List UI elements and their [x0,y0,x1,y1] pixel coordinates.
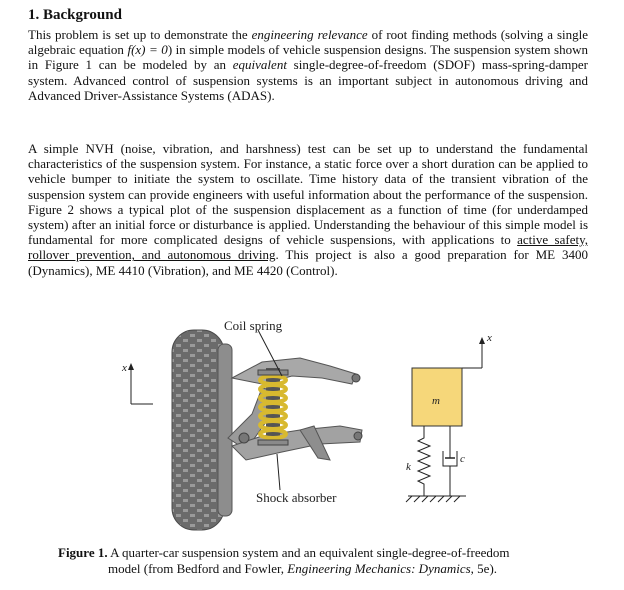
paragraph-nvh [28,141,588,278]
suspension-figure-svg [0,318,624,538]
x-label-left: x [122,362,127,374]
sdof-model [406,332,492,502]
p1-math-fx: f(x) = 0 [127,42,168,58]
p1-text-a: This problem is set up to demonstrate the [28,27,252,42]
p2-text-a: A simple NVH (noise, vibration, and harshness) test can be set up to understand the fundamental characteristics of the suspension system. For instance, a static force over a short duration can be applied to vehicle bumper to initiate the system to oscillate. Time history data of the transient vibration of the suspension system can provide engineers with useful information about the performance of the suspension. Figure 2 shows a typical plot of the suspension displacement as a function of time (for underdamped system) after an initial force or disturbance is applied. Understanding the behaviour of this simple model is fundamental for more complicated designs of vehicle suspensions, with applications to [28,141,588,248]
caption-book-title: Engineering Mechanics: Dynamics [287,560,471,576]
tire-illustration [172,330,232,530]
caption-line2b: , 5e). [470,560,498,576]
section-heading: 1. Background [28,7,122,23]
caption-label: Figure 1. [58,545,108,560]
x-label-right: x [487,332,492,344]
left-displacement-arrow [121,362,153,404]
coil-spring-label: Coil spring [224,318,283,333]
figure-caption [58,545,578,576]
spring-label: k [406,461,411,473]
p1-emphasis-engineering-relevance: engineering relevance [251,27,368,42]
coil-spring-illustration [258,368,288,445]
mass-label: m [432,395,440,407]
suspension-arms-illustration [228,358,362,460]
paragraph-background [28,27,588,103]
p2-text-b: . This project is also a good preparation for ME 3400 (Dynamics), ME 4410 (Vibration), and ME 4420 (Control). [28,247,589,278]
p1-emphasis-equivalent: equivalent [232,57,287,73]
damper-label: c [460,453,465,465]
spring-symbol [418,426,430,496]
shock-absorber-label: Shock absorber [256,490,337,505]
p1-text-d: single-degree-of-freedom (SDOF) mass-spring-damper system. Advanced control of suspension systems is an important subject in autonomous driving and Advanced Driver-Assistance Systems (ADAS). [28,57,588,103]
p1-text-c: ) in simple models of vehicle suspension designs. The suspension system shown in Figure 1 can be modeled by an [28,42,588,73]
caption-line2a: model (from Bedford and Fowler, [108,560,288,576]
caption-line1: A quarter-car suspension system and an equivalent single-degree-of-freedom [107,545,510,560]
p2-underlined-applications: active safety, rollover prevention, and autonomous driving [28,232,588,263]
figure-1 [0,318,624,538]
shock-absorber-leader [277,454,280,490]
p1-text-b: of root finding methods (solving a single algebraic equation [28,27,588,58]
